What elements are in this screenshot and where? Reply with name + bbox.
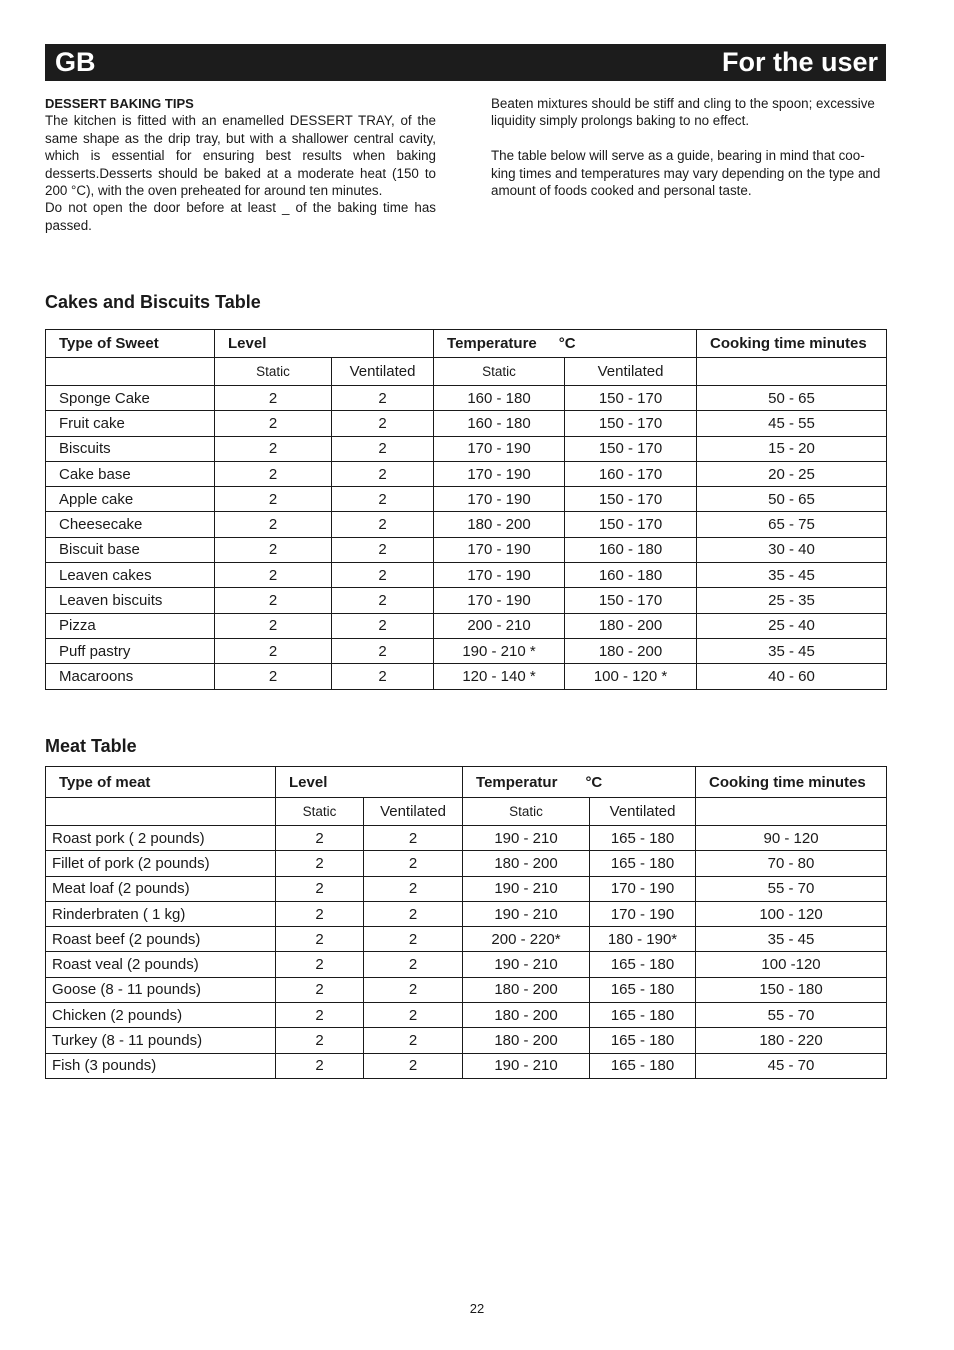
cell-name: Pizza [46,613,215,638]
cell-level-ventilated: 2 [332,563,434,588]
temperature-unit: °C [558,335,576,352]
cell-temp-ventilated: 160 - 180 [565,537,697,562]
cell-cooking-time: 50 - 65 [697,386,887,411]
subheader-level-ventilated: Ventilated [332,358,434,386]
cell-cooking-time: 45 - 70 [696,1053,887,1078]
intro-left-column [45,95,436,234]
table-row [46,386,887,411]
table-row [46,563,887,588]
table-row [46,927,887,952]
cell-temp-ventilated: 150 - 170 [565,512,697,537]
cell-cooking-time: 90 - 120 [696,826,887,851]
subheader-level-ventilated: Ventilated [364,798,463,826]
cell-level-static: 2 [215,588,332,613]
cell-name: Fish (3 pounds) [46,1053,276,1078]
cell-level-ventilated: 2 [364,876,463,901]
subheader-temp-ventilated: Ventilated [590,798,696,826]
subheader-temp-ventilated: Ventilated [565,358,697,386]
cell-name: Leaven biscuits [46,588,215,613]
cell-level-ventilated: 2 [332,613,434,638]
table-row [46,1053,887,1078]
cell-name: Biscuits [46,436,215,461]
cell-level-ventilated: 2 [364,1028,463,1053]
guide-paragraph: The table below will serve as a guide, bearing in mind that coo-king times and temperatures may vary depending on the type and amount of foods cooked and personal taste. [491,148,881,199]
cell-level-static: 2 [215,487,332,512]
cell-level-ventilated: 2 [332,461,434,486]
cell-temp-static: 180 - 200 [463,977,590,1002]
header-type-of-meat: Type of meat [46,767,276,798]
table-row [46,512,887,537]
header-level: Level [276,767,463,798]
cell-level-static: 2 [276,1053,364,1078]
cell-level-ventilated: 2 [364,1053,463,1078]
table-row [46,461,887,486]
cell-cooking-time: 35 - 45 [696,927,887,952]
cell-level-ventilated: 2 [332,411,434,436]
cell-temp-static: 190 - 210 [463,1053,590,1078]
cell-level-static: 2 [276,826,364,851]
temperature-label: Temperatur [476,773,558,791]
cell-temp-ventilated: 165 - 180 [590,1053,696,1078]
subheader-level-static: Static [276,798,364,826]
table-row [46,977,887,1002]
cell-level-ventilated: 2 [364,977,463,1002]
table-row [46,1003,887,1028]
cakes-subheader-row [46,358,887,386]
cell-temp-static: 160 - 180 [434,386,565,411]
cell-name: Puff pastry [46,638,215,663]
cell-name: Cheesecake [46,512,215,537]
cell-level-static: 2 [276,1028,364,1053]
page-title: For the user [721,47,878,77]
cell-temp-ventilated: 165 - 180 [590,1003,696,1028]
cell-level-ventilated: 2 [364,851,463,876]
meat-table-title: Meat Table [45,736,137,756]
dessert-tips-note: Do not open the door before at least _ of the baking time has passed. [45,200,436,233]
cell-cooking-time: 180 - 220 [696,1028,887,1053]
temperature-unit: °C [585,773,603,791]
cell-level-static: 2 [215,664,332,689]
intro-right-column [491,95,886,199]
table-row [46,537,887,562]
cell-cooking-time: 70 - 80 [696,851,887,876]
cakes-table [45,329,887,690]
cell-cooking-time: 35 - 45 [697,638,887,663]
cell-temp-static: 170 - 190 [434,588,565,613]
cell-cooking-time: 55 - 70 [696,1003,887,1028]
cell-name: Macaroons [46,664,215,689]
cell-level-static: 2 [215,537,332,562]
cell-cooking-time: 15 - 20 [697,436,887,461]
table-row [46,638,887,663]
cell-name: Roast veal (2 pounds) [46,952,276,977]
cell-temp-static: 170 - 190 [434,436,565,461]
subheader-empty [46,358,215,386]
cell-level-static: 2 [215,638,332,663]
table-row [46,411,887,436]
cell-level-static: 2 [215,563,332,588]
cell-temp-static: 200 - 210 [434,613,565,638]
cell-temp-static: 190 - 210 [463,876,590,901]
temperature-label: Temperature [447,335,537,352]
cell-temp-static: 180 - 200 [463,851,590,876]
cell-level-static: 2 [276,977,364,1002]
cell-level-ventilated: 2 [364,927,463,952]
cell-cooking-time: 50 - 65 [697,487,887,512]
header-temperature [434,330,697,358]
cell-temp-ventilated: 180 - 200 [565,613,697,638]
cell-level-ventilated: 2 [332,487,434,512]
subheader-empty [46,798,276,826]
table-row [46,664,887,689]
table-row [46,901,887,926]
subheader-level-static: Static [215,358,332,386]
cell-level-ventilated: 2 [332,436,434,461]
cell-name: Biscuit base [46,537,215,562]
cell-level-static: 2 [276,927,364,952]
dessert-tips-heading: DESSERT BAKING TIPS [45,96,194,111]
cell-temp-static: 180 - 200 [434,512,565,537]
cell-temp-static: 170 - 190 [434,461,565,486]
cell-name: Goose (8 - 11 pounds) [46,977,276,1002]
cell-level-ventilated: 2 [332,588,434,613]
subheader-empty [697,358,887,386]
cell-cooking-time: 100 - 120 [696,901,887,926]
cell-cooking-time: 20 - 25 [697,461,887,486]
cell-temp-ventilated: 160 - 180 [565,563,697,588]
cell-temp-ventilated: 180 - 200 [565,638,697,663]
table-row [46,876,887,901]
subheader-temp-static: Static [434,358,565,386]
cell-cooking-time: 100 -120 [696,952,887,977]
cell-name: Chicken (2 pounds) [46,1003,276,1028]
cell-temp-ventilated: 165 - 180 [590,826,696,851]
cell-level-static: 2 [276,952,364,977]
cakes-header-row [46,330,887,358]
cell-level-ventilated: 2 [364,1003,463,1028]
cell-level-static: 2 [276,876,364,901]
table-row [46,487,887,512]
table-row [46,436,887,461]
cell-temp-ventilated: 170 - 190 [590,876,696,901]
table-row [46,1028,887,1053]
cell-level-ventilated: 2 [364,826,463,851]
header-cooking-time: Cooking time minutes [696,767,887,798]
header-level: Level [215,330,434,358]
cell-temp-static: 200 - 220* [463,927,590,952]
cell-temp-static: 190 - 210 [463,826,590,851]
cell-cooking-time: 40 - 60 [697,664,887,689]
cakes-table-title: Cakes and Biscuits Table [45,292,261,312]
cell-name: Meat loaf (2 pounds) [46,876,276,901]
meat-header-row [46,767,887,798]
cell-cooking-time: 55 - 70 [696,876,887,901]
header-temperature [463,767,696,798]
cell-level-static: 2 [276,851,364,876]
page-header-bar [45,44,886,81]
cell-cooking-time: 30 - 40 [697,537,887,562]
table-row [46,826,887,851]
cell-temp-static: 120 - 140 * [434,664,565,689]
cell-temp-static: 180 - 200 [463,1028,590,1053]
cell-temp-ventilated: 150 - 170 [565,588,697,613]
cell-name: Fillet of pork (2 pounds) [46,851,276,876]
cell-level-ventilated: 2 [332,386,434,411]
cell-temp-static: 190 - 210 [463,952,590,977]
cell-temp-ventilated: 165 - 180 [590,1028,696,1053]
cell-name: Turkey (8 - 11 pounds) [46,1028,276,1053]
cell-level-ventilated: 2 [332,664,434,689]
table-row [46,952,887,977]
cell-level-static: 2 [276,1003,364,1028]
cell-name: Fruit cake [46,411,215,436]
cell-name: Roast pork ( 2 pounds) [46,826,276,851]
cell-level-static: 2 [276,901,364,926]
table-row [46,588,887,613]
cell-temp-static: 170 - 190 [434,563,565,588]
cell-level-static: 2 [215,411,332,436]
cell-name: Leaven cakes [46,563,215,588]
header-type-of-sweet: Type of Sweet [46,330,215,358]
cell-temp-static: 170 - 190 [434,487,565,512]
cell-name: Apple cake [46,487,215,512]
cell-level-ventilated: 2 [364,901,463,926]
cell-cooking-time: 45 - 55 [697,411,887,436]
cell-temp-static: 180 - 200 [463,1003,590,1028]
cell-level-static: 2 [215,461,332,486]
cell-level-ventilated: 2 [332,512,434,537]
cell-level-ventilated: 2 [332,537,434,562]
cell-level-static: 2 [215,512,332,537]
cell-level-ventilated: 2 [332,638,434,663]
cell-name: Sponge Cake [46,386,215,411]
cell-temp-static: 160 - 180 [434,411,565,436]
meat-table [45,766,887,1079]
subheader-temp-static: Static [463,798,590,826]
cell-temp-ventilated: 160 - 170 [565,461,697,486]
cell-level-static: 2 [215,386,332,411]
cell-name: Rinderbraten ( 1 kg) [46,901,276,926]
cell-temp-static: 190 - 210 [463,901,590,926]
cell-level-static: 2 [215,436,332,461]
cell-temp-static: 170 - 190 [434,537,565,562]
cell-name: Roast beef (2 pounds) [46,927,276,952]
cell-temp-ventilated: 150 - 170 [565,411,697,436]
table-row [46,613,887,638]
header-cooking-time: Cooking time minutes [697,330,887,358]
cell-name: Cake base [46,461,215,486]
cell-temp-ventilated: 150 - 170 [565,487,697,512]
cell-temp-ventilated: 165 - 180 [590,851,696,876]
beaten-mixtures-paragraph: Beaten mixtures should be stiff and cling to the spoon; excessive liquidity simply prolongs baking to no effect. [491,96,875,129]
language-code: GB [55,47,96,77]
cell-cooking-time: 65 - 75 [697,512,887,537]
cell-temp-static: 190 - 210 * [434,638,565,663]
cell-level-static: 2 [215,613,332,638]
cell-temp-ventilated: 165 - 180 [590,952,696,977]
cell-cooking-time: 35 - 45 [697,563,887,588]
cell-level-ventilated: 2 [364,952,463,977]
cell-temp-ventilated: 170 - 190 [590,901,696,926]
table-row [46,851,887,876]
cell-cooking-time: 25 - 40 [697,613,887,638]
cell-temp-ventilated: 165 - 180 [590,977,696,1002]
cell-cooking-time: 25 - 35 [697,588,887,613]
meat-subheader-row [46,798,887,826]
cell-temp-ventilated: 150 - 170 [565,436,697,461]
cell-temp-ventilated: 180 - 190* [590,927,696,952]
cell-temp-ventilated: 150 - 170 [565,386,697,411]
cell-cooking-time: 150 - 180 [696,977,887,1002]
dessert-tips-body: The kitchen is fitted with an enamelled DESSERT TRAY, of the same shape as the drip tray, but with a shallower central cavity, which is essential for ensuring best results when baking desserts.Desserts should be baked at a moderate heat (150 to 200 °C), with the oven preheated for around ten minutes. [45,113,436,199]
subheader-empty [696,798,887,826]
cell-temp-ventilated: 100 - 120 * [565,664,697,689]
page-number: 22 [469,1301,485,1316]
